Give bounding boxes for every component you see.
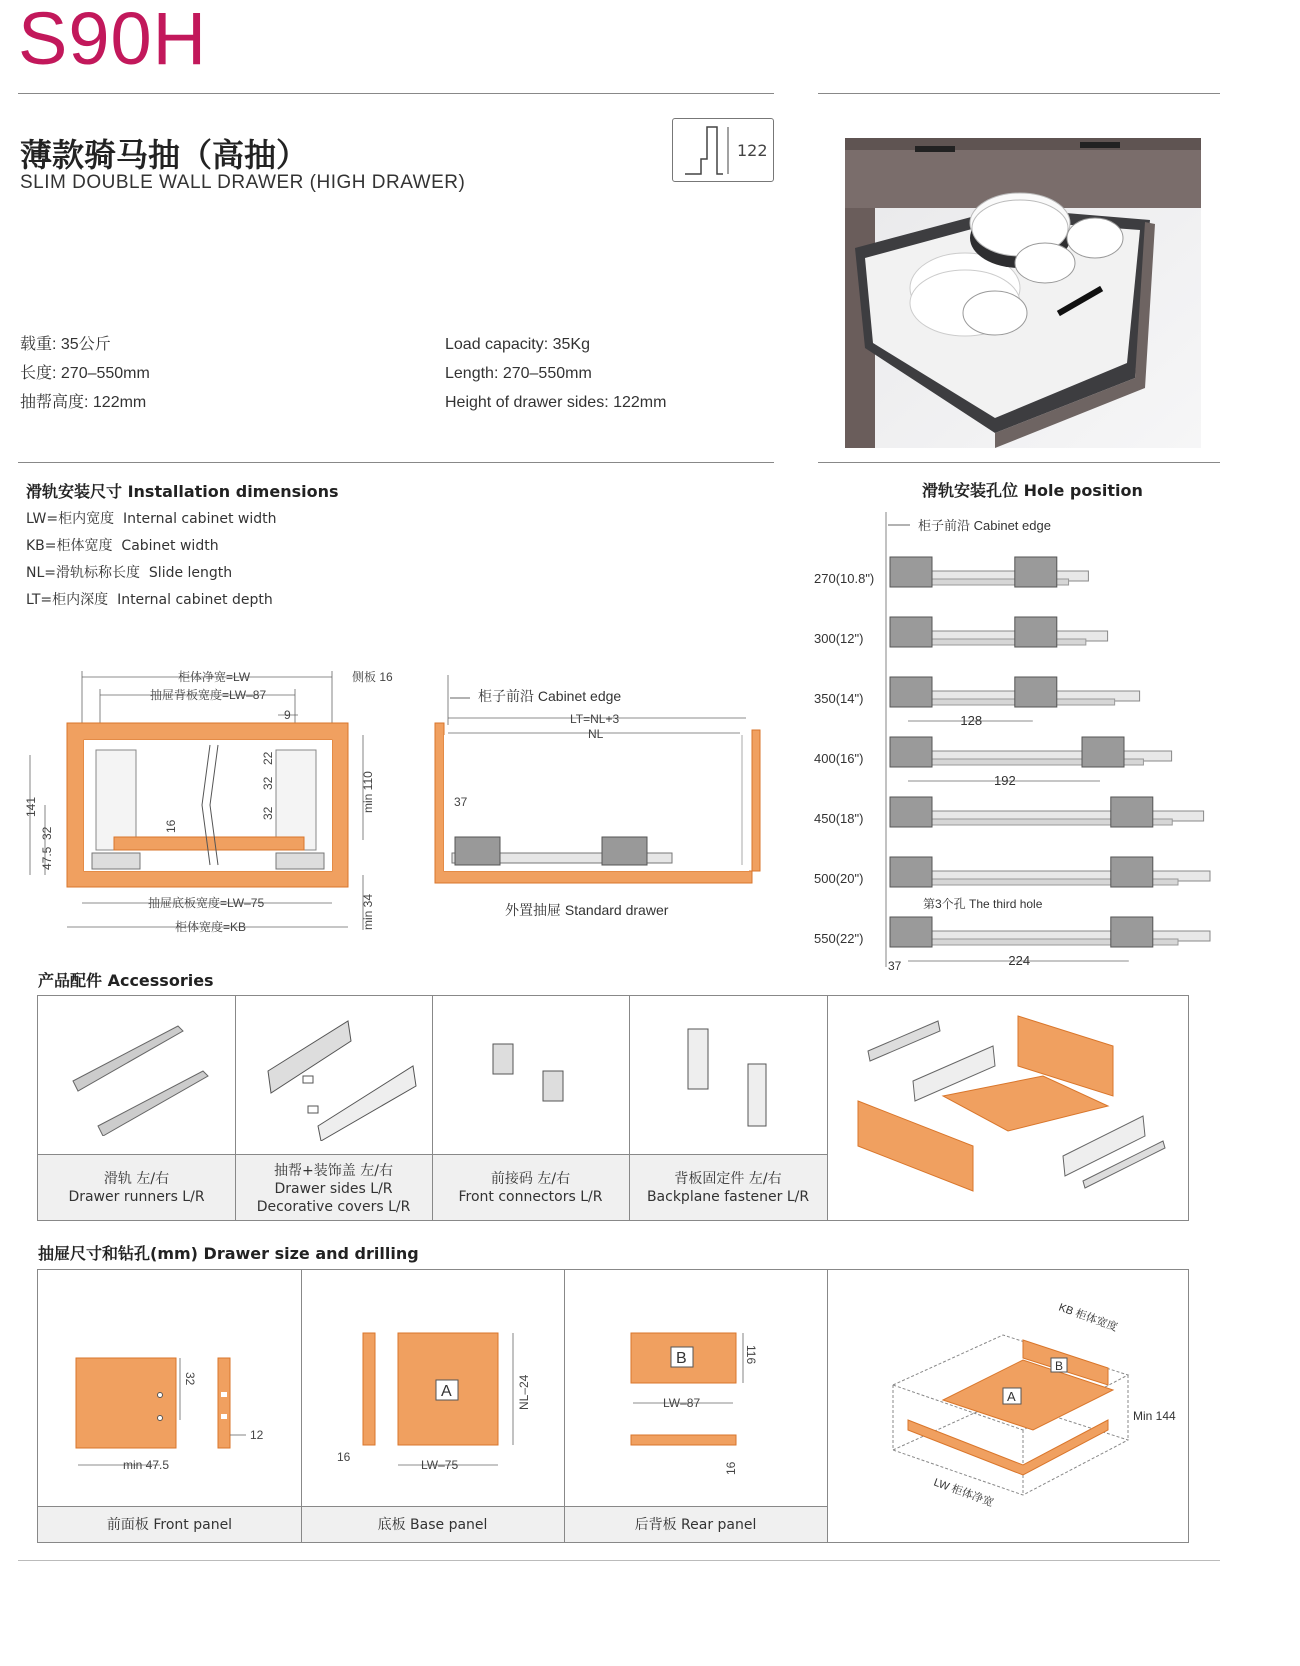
rear-dim-116: 116 bbox=[744, 1345, 758, 1365]
spec-length-en: Length: 270–550mm bbox=[445, 365, 592, 382]
specs-cn bbox=[20, 330, 150, 417]
acc-sides-en: Drawer sides L/R bbox=[274, 1181, 393, 1197]
spec-height-en: Height of drawer sides: 122mm bbox=[445, 394, 667, 411]
drilling-table bbox=[37, 1269, 1189, 1543]
rear-panel-drawing bbox=[623, 1325, 823, 1495]
hole-row-label: 550(22") bbox=[814, 931, 864, 946]
dim-32c-label: 32 bbox=[40, 826, 54, 840]
header-divider-right bbox=[818, 93, 1220, 94]
dim-bottom-label: 抽屉底板宽度=LW–75 bbox=[148, 896, 265, 910]
base-dim-nl: NL–24 bbox=[517, 1374, 531, 1410]
iso-letter-b: B bbox=[1055, 1359, 1064, 1373]
dim-141-label: 141 bbox=[24, 796, 38, 817]
hole-row-label: 270(10.8") bbox=[814, 571, 875, 586]
rear-panel-caption: 后背板 Rear panel bbox=[634, 1517, 757, 1533]
model-title: S90H bbox=[18, 0, 208, 80]
drilling-heading: 抽屉尺寸和钻孔(mm) Drawer size and drilling bbox=[38, 1244, 419, 1263]
height-badge bbox=[672, 118, 774, 182]
iso-lw-label: LW 柜体净宽 bbox=[931, 1476, 996, 1510]
backplane-fastener-image bbox=[678, 1024, 788, 1134]
third-hole-label: 第3个孔 The third hole bbox=[923, 897, 1043, 911]
hole-row-label: 300(12") bbox=[814, 631, 864, 646]
side-edge-label: 柜子前沿 Cabinet edge bbox=[478, 688, 622, 704]
section-divider-right bbox=[818, 462, 1220, 463]
dim-lt-label: LT=NL+3 bbox=[570, 712, 620, 726]
front-panel-caption: 前面板 Front panel bbox=[106, 1517, 233, 1533]
accessories-table bbox=[37, 995, 1189, 1221]
hole-row-block-rear bbox=[1015, 617, 1057, 647]
dim-nl-label: NL bbox=[588, 727, 604, 741]
hole-row-block-front bbox=[890, 617, 932, 647]
hole-row-block-front bbox=[890, 737, 932, 767]
dim-32a-label: 32 bbox=[261, 776, 275, 790]
product-photo bbox=[845, 138, 1201, 448]
front-dim-12: 12 bbox=[250, 1428, 264, 1442]
accessories-heading: 产品配件 Accessories bbox=[38, 971, 214, 990]
dim-16-label: 16 bbox=[164, 819, 178, 833]
hole-row-block-rear bbox=[1111, 797, 1153, 827]
front-connectors-image bbox=[488, 1036, 588, 1116]
front-dim-475: min 47.5 bbox=[123, 1458, 170, 1472]
legend-item: LW=柜内宽度 Internal cabinet width bbox=[26, 511, 277, 527]
spec-load-en: Load capacity: 35Kg bbox=[445, 336, 590, 353]
legend-item: NL=滑轨标称长度 Slide length bbox=[26, 565, 233, 581]
side-section-diagram bbox=[430, 675, 780, 925]
hole-row-label: 400(16") bbox=[814, 751, 864, 766]
hole-edge-label: 柜子前沿 Cabinet edge bbox=[918, 518, 1051, 533]
spec-load-cn: 载重: 35公斤 bbox=[20, 336, 111, 353]
hole-row-block-front bbox=[890, 557, 932, 587]
hole-row-block-rear bbox=[1111, 917, 1153, 947]
hole-row-dim: 224 bbox=[1008, 953, 1031, 968]
base-panel-caption: 底板 Base panel bbox=[377, 1517, 488, 1533]
hole-row-block-front bbox=[890, 797, 932, 827]
hole-heading: 滑轨安装孔位 Hole position bbox=[922, 481, 1143, 500]
base-panel-drawing bbox=[323, 1325, 553, 1495]
base-panel-letter: A bbox=[441, 1383, 452, 1400]
front-section-diagram bbox=[20, 665, 420, 945]
product-title-en: SLIM DOUBLE WALL DRAWER (HIGH DRAWER) bbox=[20, 172, 466, 193]
rear-dim-lw: LW–87 bbox=[663, 1396, 701, 1410]
hole-row-block-front bbox=[890, 677, 932, 707]
hole-dim-37: 37 bbox=[888, 959, 902, 972]
acc-sides-cn: 抽帮+装饰盖 左/右 bbox=[274, 1163, 393, 1179]
base-dim-16: 16 bbox=[337, 1450, 351, 1464]
hole-row-block-rear bbox=[1111, 857, 1153, 887]
dim-lw-label: 柜体净宽=LW bbox=[178, 670, 251, 684]
dim-22-label: 22 bbox=[261, 751, 275, 765]
footer-divider bbox=[18, 1560, 1220, 1561]
specs-en bbox=[445, 330, 666, 417]
hole-row-dim: 192 bbox=[994, 773, 1016, 788]
dim-9-label: 9 bbox=[284, 708, 291, 722]
height-badge-value: 122 bbox=[737, 141, 768, 160]
drawer-runners-image bbox=[68, 1016, 218, 1136]
acc-connectors-en: Front connectors L/R bbox=[458, 1189, 603, 1205]
header-divider bbox=[18, 93, 774, 94]
front-panel-drawing bbox=[68, 1350, 298, 1480]
acc-connectors-cn: 前接码 左/右 bbox=[490, 1171, 571, 1187]
spec-length-cn: 长度: 270–550mm bbox=[20, 365, 150, 382]
dim-backplate-label: 抽屉背板宽度=LW–87 bbox=[150, 688, 267, 702]
product-title-cn: 薄款骑马抽（高抽） bbox=[20, 136, 309, 174]
standard-drawer-caption: 外置抽屉 Standard drawer bbox=[505, 902, 669, 918]
hole-position-diagram bbox=[810, 512, 1220, 972]
section-divider bbox=[18, 462, 774, 463]
hole-row-block-rear bbox=[1015, 677, 1057, 707]
dim-min34-label: min 34 bbox=[361, 893, 375, 930]
legend-item: LT=柜内深度 Internal cabinet depth bbox=[26, 592, 273, 608]
hole-row-label: 350(14") bbox=[814, 691, 864, 706]
spec-height-cn: 抽帮高度: 122mm bbox=[20, 394, 147, 411]
acc-fastener-en: Backplane fastener L/R bbox=[646, 1189, 810, 1205]
drawer-iso-drawing bbox=[853, 1280, 1178, 1530]
iso-letter-a: A bbox=[1007, 1389, 1016, 1404]
front-dim-32: 32 bbox=[183, 1372, 197, 1386]
acc-runners-en: Drawer runners L/R bbox=[68, 1189, 205, 1205]
acc-covers-en: Decorative covers L/R bbox=[256, 1199, 411, 1215]
hole-row-block-rear bbox=[1015, 557, 1057, 587]
dim-32b-label: 32 bbox=[261, 806, 275, 820]
hole-row-label: 450(18") bbox=[814, 811, 864, 826]
hole-row-label: 500(20") bbox=[814, 871, 864, 886]
exploded-view-image bbox=[843, 1006, 1183, 1211]
acc-runners-cn: 滑轨 左/右 bbox=[103, 1171, 170, 1187]
acc-fastener-cn: 背板固定件 左/右 bbox=[674, 1171, 782, 1187]
installation-legend bbox=[26, 506, 276, 614]
iso-kb-label: KB 柜体宽度 bbox=[1056, 1301, 1120, 1334]
hole-row-block-front bbox=[890, 917, 932, 947]
dim-min110-label: min 110 bbox=[361, 771, 375, 813]
hole-row-dim: 128 bbox=[960, 713, 983, 728]
drawer-sides-image bbox=[263, 1011, 423, 1141]
legend-item: KB=柜体宽度 Cabinet width bbox=[26, 538, 219, 554]
dim-side-panel-label: 侧板 16 bbox=[352, 670, 393, 684]
dim-475-label: 47.5 bbox=[40, 846, 54, 870]
dim-37-label: 37 bbox=[454, 795, 468, 809]
base-dim-lw: LW–75 bbox=[421, 1458, 459, 1472]
hole-row-block-rear bbox=[1082, 737, 1124, 767]
rear-dim-16: 16 bbox=[724, 1461, 738, 1475]
iso-min-label: Min 144 bbox=[1133, 1409, 1176, 1423]
rear-panel-letter: B bbox=[676, 1350, 687, 1367]
dim-kb-label: 柜体宽度=KB bbox=[175, 920, 247, 934]
installation-heading: 滑轨安装尺寸 Installation dimensions bbox=[26, 482, 339, 501]
hole-row-block-front bbox=[890, 857, 932, 887]
